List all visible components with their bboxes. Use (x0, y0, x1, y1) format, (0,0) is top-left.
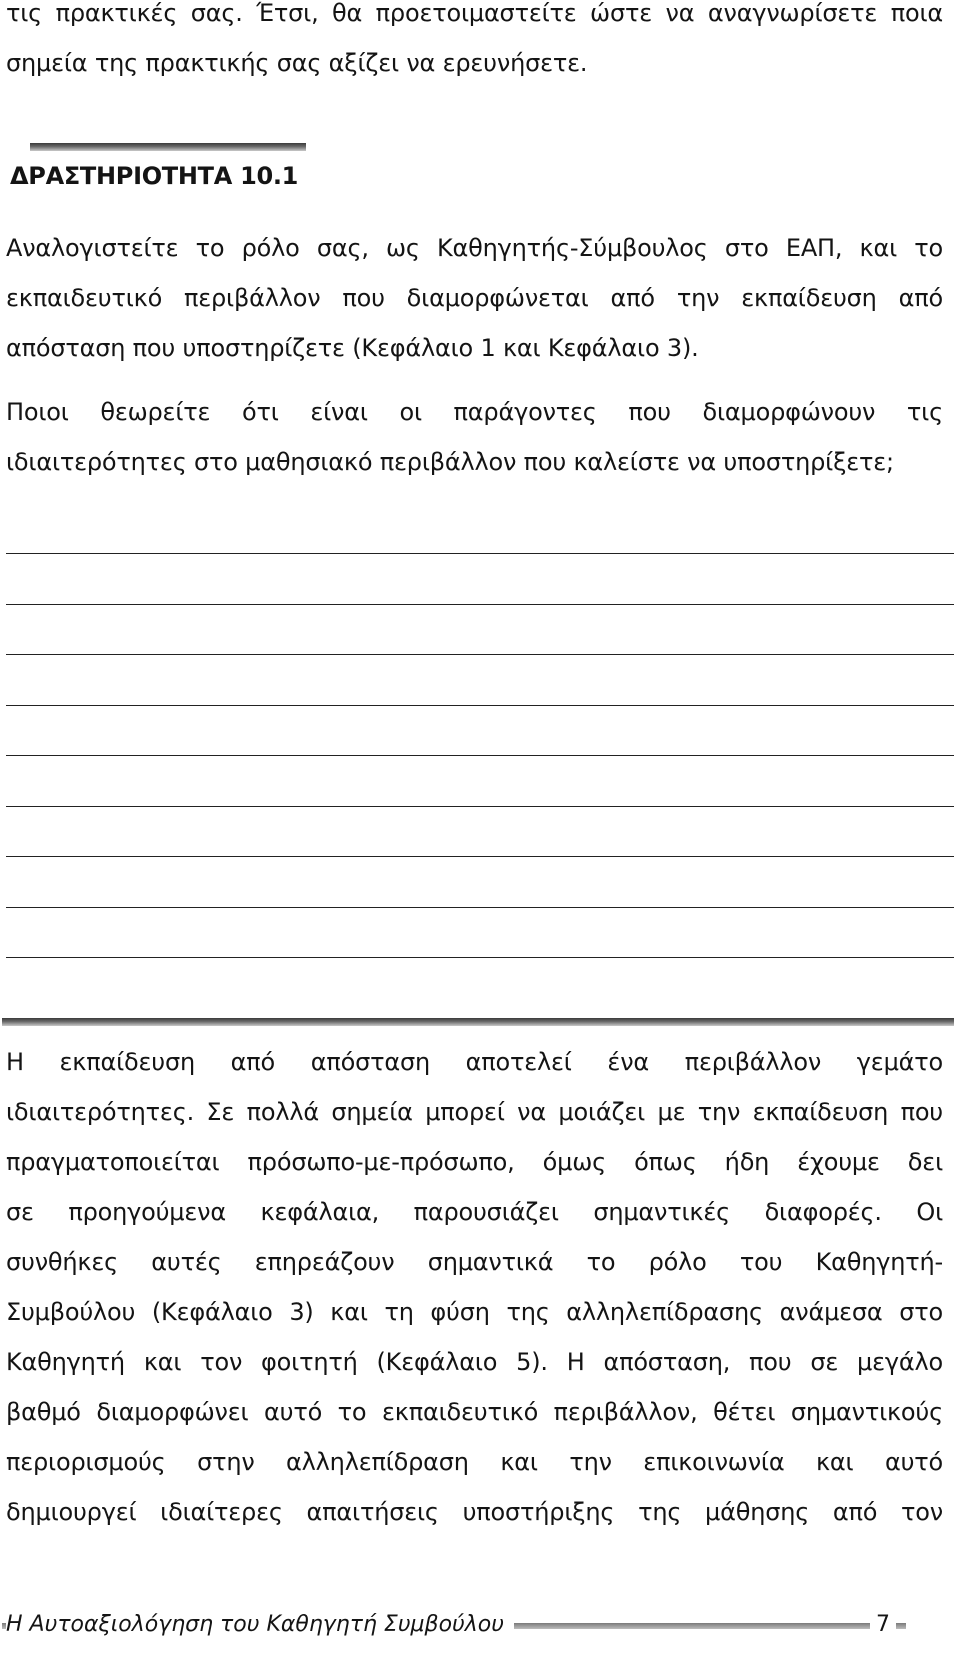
text-line: πραγματοποιείται πρόσωπο-με-πρόσωπο, όμως όπως ήδη έχουμε δει (6, 1148, 943, 1176)
text-line: Ποιοι θεωρείτε ότι είναι οι παράγοντες που διαμορφώνουν τις (6, 398, 943, 426)
section-divider-bar (2, 1018, 954, 1026)
text-line: σημεία της πρακτικής σας αξίζει να ερευνήσετε. (6, 49, 588, 77)
activity-divider-bar (30, 143, 306, 151)
answer-line (6, 907, 954, 908)
answer-line (6, 957, 954, 958)
answer-line (6, 856, 954, 857)
text-line: Η εκπαίδευση από απόσταση αποτελεί ένα περιβάλλον γεμάτο (6, 1048, 943, 1076)
text-line: συνθήκες αυτές επηρεάζουν σημαντικά το ρόλο του Καθηγητή- (6, 1248, 943, 1276)
text-line: απόσταση που υποστηρίζετε (Κεφάλαιο 1 και Κεφάλαιο 3). (6, 334, 699, 362)
answer-line (6, 654, 954, 655)
text-line: ιδιαιτερότητες. Σε πολλά σημεία μπορεί να μοιάζει με την εκπαίδευση που (6, 1098, 943, 1126)
page-number: 7 (870, 1610, 896, 1640)
answer-line (6, 553, 954, 554)
text-line: περιορισμούς στην αλληλεπίδραση και την επικοινωνία και αυτό (6, 1448, 943, 1476)
text-line: εκπαιδευτικό περιβάλλον που διαμορφώνεται από την εκπαίδευση από (6, 284, 943, 312)
text-line: βαθμό διαμορφώνει αυτό το εκπαιδευτικό περιβάλλον, θέτει σημαντικούς (6, 1398, 943, 1426)
text-line: τις πρακτικές σας. Έτσι, θα προετοιμαστείτε ώστε να αναγνωρίσετε ποια (6, 0, 943, 27)
text-line: σε προηγούμενα κεφάλαια, παρουσιάζει σημαντικές διαφορές. Οι (6, 1198, 943, 1226)
intro-paragraph (6, 0, 943, 88)
text-line: Συμβούλου (Κεφάλαιο 3) και τη φύση της αλληλεπίδρασης ανάμεσα στο (6, 1298, 943, 1326)
answer-line (6, 604, 954, 605)
activity-question (6, 387, 943, 487)
text-line: ιδιαιτερότητες στο μαθησιακό περιβάλλον που καλείστε να υποστηρίξετε; (6, 448, 894, 476)
answer-line (6, 755, 954, 756)
text-line: δημιουργεί ιδιαίτερες απαιτήσεις υποστήριξης της μάθησης από τον (6, 1498, 943, 1526)
text-line: Αναλογιστείτε το ρόλο σας, ως Καθηγητής-Σύμβουλος στο ΕΑΠ, και το (6, 234, 943, 262)
text-line: Καθηγητή και τον φοιτητή (Κεφάλαιο 5). Η απόσταση, που σε μεγάλο (6, 1348, 943, 1376)
body-paragraph (6, 1037, 943, 1537)
activity-paragraph (6, 223, 943, 373)
footer-title: Η Αυτοαξιολόγηση του Καθηγητή Συμβούλου (6, 1610, 514, 1640)
answer-line (6, 705, 954, 706)
answer-line (6, 806, 954, 807)
activity-heading: ΔΡΑΣΤΗΡΙΟΤΗΤΑ 10.1 (10, 162, 299, 190)
